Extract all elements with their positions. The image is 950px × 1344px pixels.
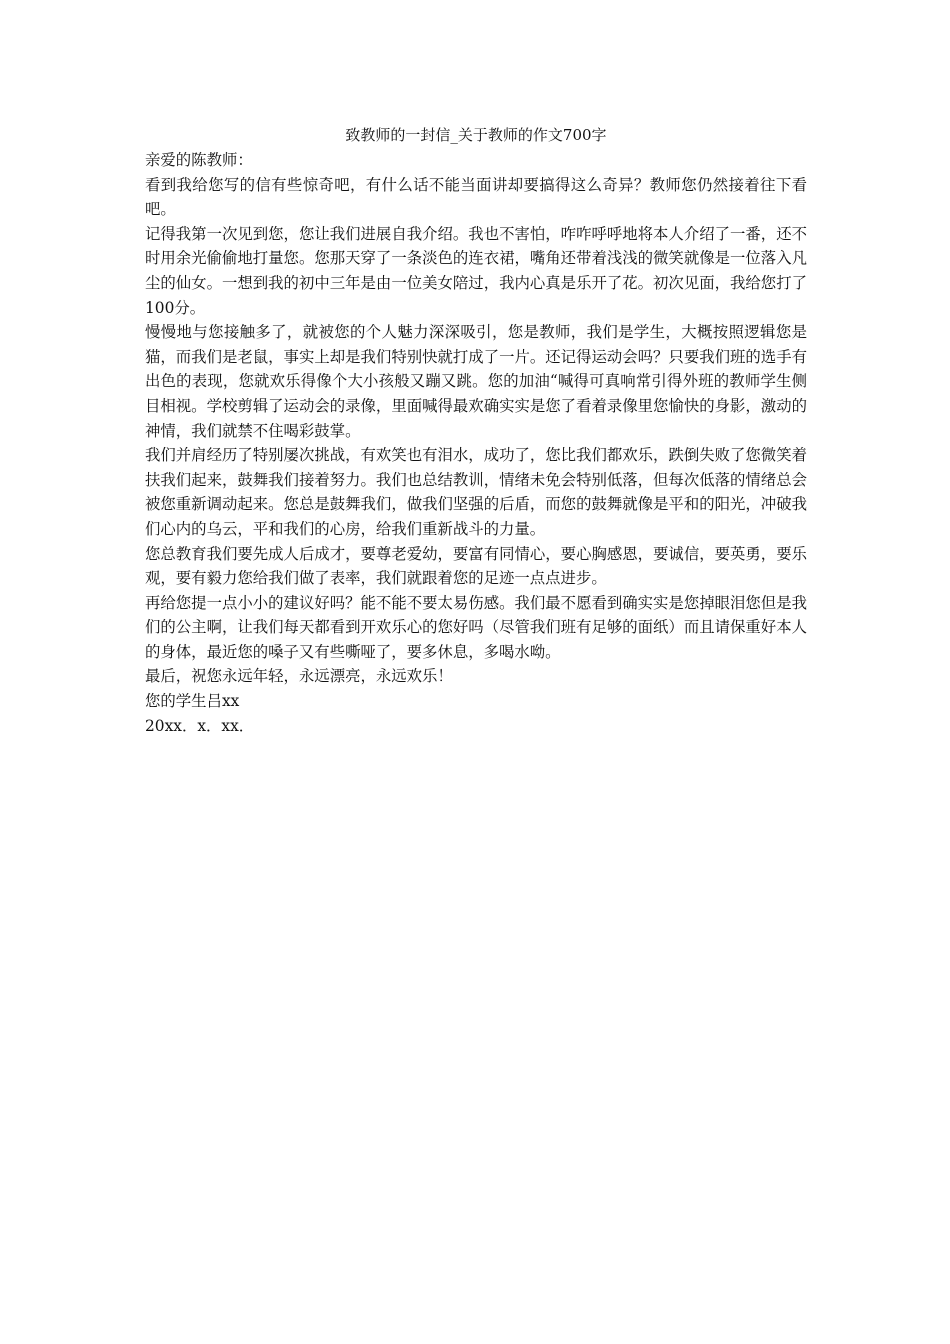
closing-wish: 最后，祝您永远年轻，永远漂亮，永远欢乐！	[145, 667, 453, 686]
paragraph-sports-meet: 慢慢地与您接触多了，就被您的个人魅力深深吸引，您是教师，我们是学生，大概按照逻辑您是猫，而我们是老鼠，事实上却是我们特别快就打成了一片。还记得运动会吗？只要我们班的选手有出色的表现，您就欢乐得像个大小孩般又蹦又跳。您的加油“喊得可真响常引得外班的教师学生侧目相视。学校剪辑了运动会的录像，里面喊得最欢确实实是您了看着录像里您愉快的身影，激动的神情，我们就禁不住喝彩鼓掌。	[145, 323, 807, 440]
paragraph-challenges: 我们并肩经历了特别屡次挑战，有欢笑也有泪水，成功了，您比我们都欢乐，跌倒失败了您微笑着扶我们起来，鼓舞我们接着努力。我们也总结教训，情绪未免会特别低落，但每次低落的情绪总会被您重新调动起来。您总是鼓舞我们，做我们坚强的后盾，而您的鼓舞就像是平和的阳光，冲破我们心内的乌云，平和我们的心房，给我们重新战斗的力量。	[145, 446, 807, 538]
paragraph-suggestion: 再给您提一点小小的建议好吗？能不能不要太易伤感。我们最不愿看到确实实是您掉眼泪您但是我们的公主啊，让我们每天都看到开欢乐心的您好吗（尽管我们班有足够的面纸）而且请保重好本人的身体，最近您的嗓子又有些嘶哑了，要多休息，多喝水呦。	[145, 593, 807, 661]
paragraph-education: 您总教育我们要先成人后成才，要尊老爱幼，要富有同情心，要心胸感恩，要诚信，要英勇，要乐观，要有毅力您给我们做了表率，我们就跟着您的足迹一点点进步。	[145, 544, 807, 588]
paragraph-first-meeting: 记得我第一次见到您，您让我们进展自我介绍。我也不害怕，咋咋呼呼地将本人介绍了一番，还不时用余光偷偷地打量您。您那天穿了一条淡色的连衣裙，嘴角还带着浅浅的微笑就像是一位落入凡尘的仙女。一想到我的初中三年是由一位美女陪过，我内心真是乐开了花。初次见面，我给您打了100分。	[145, 224, 807, 317]
document-page	[145, 122, 807, 738]
document-title: 致教师的一封信_关于教师的作文700字	[345, 126, 607, 144]
salutation: 亲爱的陈教师：	[145, 151, 253, 169]
paragraph-intro: 看到我给您写的信有些惊奇吧，有什么话不能当面讲却要搞得这么奇异？教师您仍然接着往下看吧。	[145, 175, 807, 219]
signature: 您的学生吕xx	[145, 692, 240, 711]
date-line: 20xx．x．xx．	[145, 716, 255, 735]
